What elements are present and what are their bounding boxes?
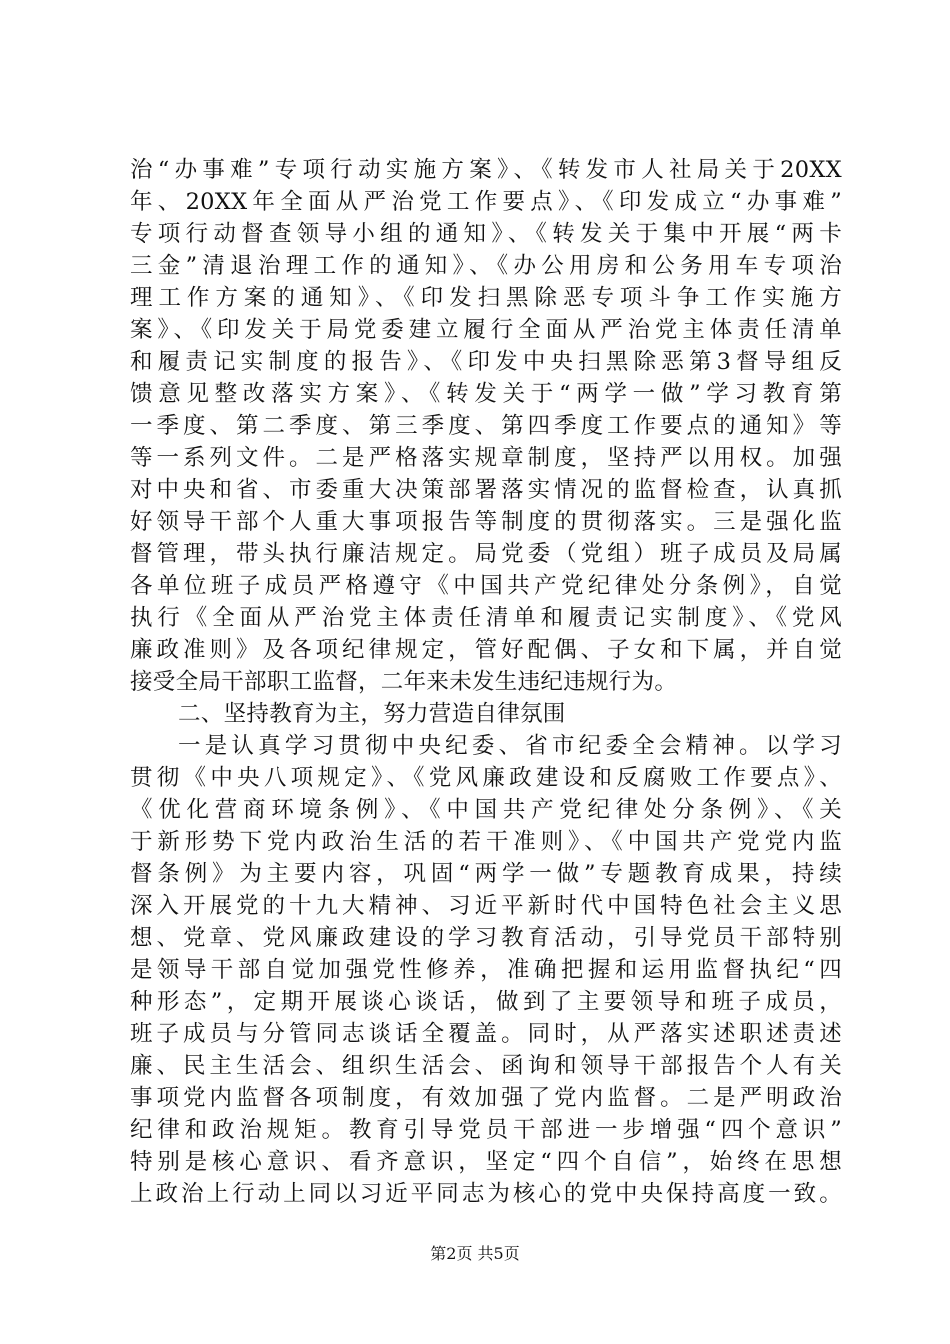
text-line: 于新形势下党内政治生活的若干准则》、《中国共产党党内监 <box>130 829 842 855</box>
text-line: 事项党内监督各项制度，有效加强了党内监督。二是严明政治 <box>130 1085 842 1111</box>
text-line: 深入开展党的十九大精神、习近平新时代中国特色社会主义思 <box>130 893 842 919</box>
text-line: 治“办事难”专项行动实施方案》、《转发市人社局关于20XX <box>130 157 842 183</box>
text-line: 和履责记实制度的报告》、《印发中央扫黑除恶第3督导组反 <box>130 349 842 375</box>
text-line: 年、20XX年全面从严治党工作要点》、《印发成立“办事难” <box>130 189 842 215</box>
text-line: 一是认真学习贯彻中央纪委、省市纪委全会精神。以学习 <box>178 733 842 759</box>
text-line: 专项行动督查领导小组的通知》、《转发关于集中开展“两卡 <box>130 221 842 247</box>
text-line: 廉政准则》及各项纪律规定，管好配偶、子女和下属，并自觉 <box>130 637 842 663</box>
text-line: 馈意见整改落实方案》、《转发关于“两学一做”学习教育第 <box>130 381 842 407</box>
text-line: 理工作方案的通知》、《印发扫黑除恶专项斗争工作实施方 <box>130 285 842 311</box>
text-line: 纪律和政治规矩。教育引导党员干部进一步增强“四个意识” <box>130 1117 842 1143</box>
text-line: 案》、《印发关于局党委建立履行全面从严治党主体责任清单 <box>130 317 842 343</box>
paragraph-lines <box>130 154 842 1210</box>
text-line: 等一系列文件。二是严格落实规章制度，坚持严以用权。加强 <box>130 445 842 471</box>
text-line: 贯彻《中央八项规定》、《党风廉政建设和反腐败工作要点》、 <box>130 765 842 791</box>
text-line: 是领导干部自觉加强党性修养，准确把握和运用监督执纪“四 <box>130 957 842 983</box>
text-line: 《优化营商环境条例》、《中国共产党纪律处分条例》、《关 <box>130 797 842 823</box>
text-line: 廉、民主生活会、组织生活会、函询和领导干部报告个人有关 <box>130 1053 842 1079</box>
text-line: 三金”清退治理工作的通知》、《办公用房和公务用车专项治 <box>130 253 842 279</box>
text-line: 督条例》为主要内容，巩固“两学一做”专题教育成果，持续 <box>130 861 842 887</box>
text-line: 好领导干部个人重大事项报告等制度的贯彻落实。三是强化监 <box>130 509 842 535</box>
text-line: 督管理，带头执行廉洁规定。局党委（党组）班子成员及局属 <box>130 541 842 567</box>
text-line: 接受全局干部职工监督，二年来未发生违纪违规行为。 <box>130 669 678 695</box>
section-heading: 二、坚持教育为主，努力营造自律氛围 <box>178 701 566 727</box>
document-body <box>130 154 842 1210</box>
text-line: 各单位班子成员严格遵守《中国共产党纪律处分条例》，自觉 <box>130 573 842 599</box>
page-number-footer: 第2页 共5页 <box>430 1244 520 1263</box>
text-line: 班子成员与分管同志谈话全覆盖。同时，从严落实述职述责述 <box>130 1021 842 1047</box>
text-line: 一季度、第二季度、第三季度、第四季度工作要点的通知》等 <box>130 413 842 439</box>
text-line: 种形态”，定期开展谈心谈话，做到了主要领导和班子成员， <box>130 989 842 1015</box>
text-line: 想、党章、党风廉政建设的学习教育活动，引导党员干部特别 <box>130 925 842 951</box>
text-line: 执行《全面从严治党主体责任清单和履责记实制度》、《党风 <box>130 605 842 631</box>
text-line: 特别是核心意识、看齐意识，坚定“四个自信”，始终在思想 <box>130 1149 842 1175</box>
text-line: 对中央和省、市委重大决策部署落实情况的监督检查，认真抓 <box>130 477 842 503</box>
text-line: 上政治上行动上同以习近平同志为核心的党中央保持高度一致。 <box>130 1181 842 1207</box>
